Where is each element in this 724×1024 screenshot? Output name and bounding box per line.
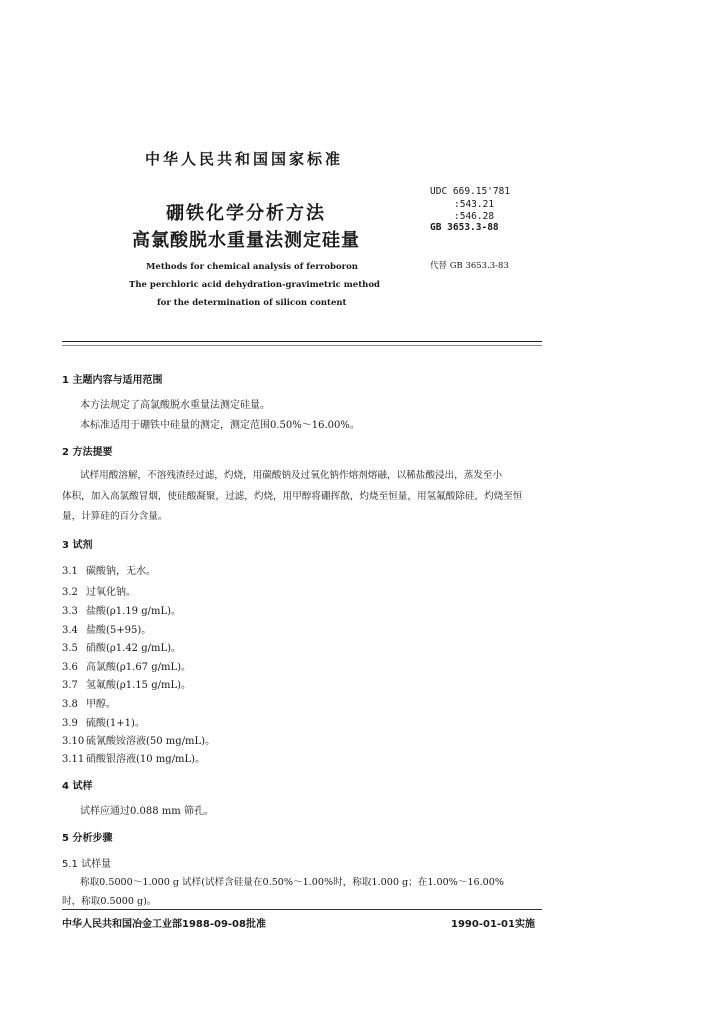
section-5-1-line-2: 时，称取0.5000 g)。 [62, 896, 157, 907]
reagent-number: 3.11 [62, 754, 85, 765]
reagent-text: 硝酸银溶液(10 mg/mL)。 [86, 754, 206, 765]
reagent-number: 3.2 [62, 587, 78, 598]
udc-code-2: :543.21 [454, 199, 495, 210]
reagent-number: 3.5 [62, 643, 78, 654]
section-1-para-1: 本方法规定了高氯酸脱水重量法测定硅量。 [80, 400, 270, 411]
reagent-text: 过氧化钠。 [86, 587, 136, 598]
english-title-2: The perchloric acid dehydration-gravimetric method [129, 280, 380, 290]
section-2-line-3: 量，计算硅的百分含量。 [62, 511, 168, 522]
title-line-2: 高氯酸脱水重量法测定硅量 [132, 230, 360, 251]
replaces-note: 代替 GB 3653.3-83 [430, 261, 509, 271]
section-2-line-1: 试样用酸溶解，不溶残渣经过滤，灼烧，用碳酸钠及过氧化钠作熔剂熔融，以稀盐酸浸出，蒸发至小 [80, 470, 503, 481]
section-2-line-2: 体积，加入高氯酸冒烟，使硅酸凝聚，过滤，灼烧，用甲醇将硼挥散，灼烧至恒量，用氢氟酸除硅，灼烧至恒 [62, 491, 523, 502]
standard-title: 中华人民共和国国家标准 [145, 150, 344, 168]
title-line-1: 硼铁化学分析方法 [166, 203, 326, 224]
reagent-item [62, 562, 156, 577]
section-4-title: 4 试样 [62, 781, 93, 792]
gb-number: GB 3653.3-88 [430, 222, 499, 233]
section-3-title: 3 试剂 [62, 540, 93, 551]
section-1-title: 1 主题内容与适用范围 [62, 375, 163, 386]
approval-note: 中华人民共和国冶金工业部1988-09-08批准 [62, 919, 266, 930]
english-title-1: Methods for chemical analysis of ferroboron [146, 262, 358, 272]
reagent-item [62, 676, 191, 691]
reagent-number: 3.8 [62, 699, 78, 710]
reagent-text: 氢氟酸(ρ1.15 g/mL)。 [86, 680, 192, 691]
reagent-item [62, 583, 136, 598]
reagent-item [62, 714, 145, 729]
udc-code-1: UDC 669.15'781 [430, 186, 511, 197]
effective-date: 1990-01-01实施 [451, 919, 535, 930]
reagent-number: 3.1 [62, 566, 78, 577]
reagent-text: 硫酸(1+1)。 [86, 718, 145, 729]
header-rule-thin [62, 345, 542, 346]
header-rule [62, 341, 542, 342]
section-4-para: 试样应通过0.088 mm 筛孔。 [80, 806, 214, 817]
reagent-text: 硫氰酸铵溶液(50 mg/mL)。 [86, 736, 216, 747]
reagent-number: 3.7 [62, 680, 78, 691]
reagent-text: 高氯酸(ρ1.67 g/mL)。 [86, 662, 192, 673]
reagent-text: 硝酸(ρ1.42 g/mL)。 [86, 643, 182, 654]
reagent-item [62, 658, 191, 673]
reagent-text: 盐酸(ρ1.19 g/mL)。 [86, 606, 182, 617]
reagent-item [62, 695, 116, 710]
footer-rule [62, 909, 542, 910]
reagent-item [62, 621, 151, 636]
udc-code-3: :546.28 [454, 211, 495, 222]
section-5-title: 5 分析步骤 [62, 833, 113, 844]
reagent-text: 盐酸(5+95)。 [86, 625, 152, 636]
reagent-text: 甲醇。 [86, 699, 116, 710]
reagent-number: 3.4 [62, 625, 78, 636]
english-title-3: for the determination of silicon content [157, 298, 347, 308]
reagent-item [62, 639, 181, 654]
reagent-number: 3.9 [62, 718, 78, 729]
reagent-item [62, 602, 181, 617]
reagent-text: 碳酸钠，无水。 [86, 566, 156, 577]
reagent-item [62, 732, 215, 747]
section-5-1-title: 5.1 试样量 [62, 859, 112, 870]
section-5-1-line-1: 称取0.5000～1.000 g 试样(试样含硅量在0.50%～1.00%时，称取1.000 g；在1.00%～16.00% [80, 877, 504, 888]
reagent-number: 3.3 [62, 606, 78, 617]
section-1-para-2: 本标准适用于硼铁中硅量的测定，测定范围0.50%～16.00%。 [80, 420, 360, 431]
section-2-title: 2 方法提要 [62, 447, 113, 458]
reagent-item [62, 750, 205, 765]
reagent-number: 3.6 [62, 662, 78, 673]
reagent-number: 3.10 [62, 736, 85, 747]
